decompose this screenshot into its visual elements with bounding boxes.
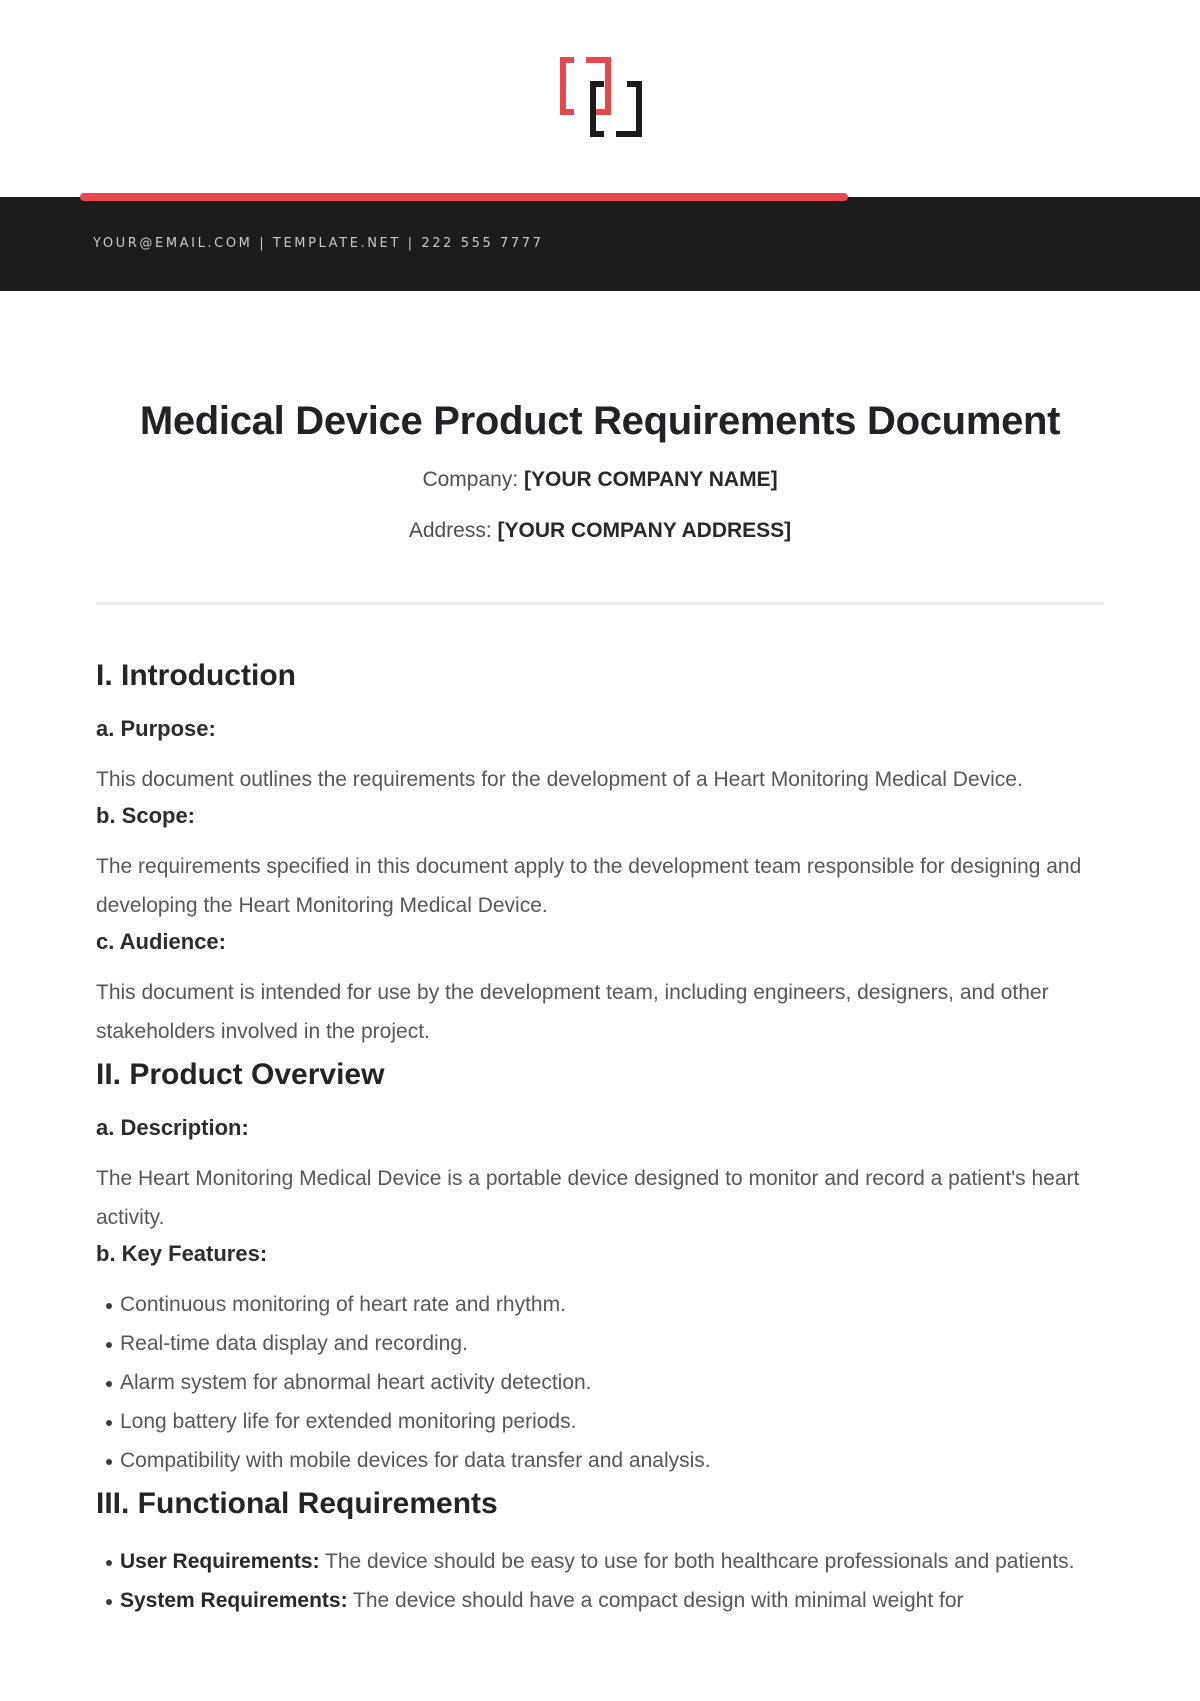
description-text: The Heart Monitoring Medical Device is a portable device designed to monitor and record a patient's heart activity. [96,1167,1080,1229]
list-item: Compatibility with mobile devices for data transfer and analysis. [96,1441,1106,1480]
requirement-label: System Requirements: [120,1589,348,1612]
address-line [0,513,1200,549]
section-heading-introduction: I. Introduction [96,659,296,692]
subheading-audience: c. Audience: [96,929,226,954]
list-item [96,1542,1106,1581]
document-title: Medical Device Product Requirements Document [139,399,1061,443]
list-item [96,1581,1106,1620]
subheading-scope: b. Scope: [96,803,196,828]
logo-area [0,0,1200,198]
company-label: Company: [422,468,519,491]
interlocking-brackets-logo-icon [560,57,642,137]
list-item: Long battery life for extended monitoring periods. [96,1402,1106,1441]
list-item: Continuous monitoring of heart rate and rhythm. [96,1285,1106,1324]
section-heading-product-overview: II. Product Overview [96,1058,385,1091]
scope-text: The requirements specified in this document apply to the development team responsible for designing and developing the Heart Monitoring Medical Device. [96,855,1082,917]
requirement-label: User Requirements: [120,1550,320,1573]
contact-info: YOUR@EMAIL.COM | TEMPLATE.NET | 222 555 7777 [93,236,544,251]
company-line [0,462,1200,498]
document-body [96,652,1106,1620]
requirement-text: The device should be easy to use for both healthcare professionals and patients. [319,1550,1075,1573]
company-value: [YOUR COMPANY NAME] [524,468,778,491]
purpose-text: This document outlines the requirements for the development of a Heart Monitoring Medical Device. [96,768,1023,791]
requirement-text: The device should have a compact design with minimal weight for [347,1589,964,1612]
audience-text: This document is intended for use by the development team, including engineers, designers, and other stakeholders involved in the project. [96,981,1049,1043]
list-item: Alarm system for abnormal heart activity detection. [96,1363,1106,1402]
section-divider [96,602,1104,605]
address-value: [YOUR COMPANY ADDRESS] [497,519,792,542]
functional-requirements-list [96,1542,1106,1620]
section-heading-functional-requirements: III. Functional Requirements [96,1487,498,1520]
subheading-key-features: b. Key Features: [96,1241,268,1266]
key-features-list [96,1285,1106,1480]
address-label: Address: [408,519,492,542]
document-title-block [0,395,1200,549]
subheading-purpose: a. Purpose: [96,716,216,741]
header-accent-line [80,193,848,201]
list-item: Real-time data display and recording. [96,1324,1106,1363]
subheading-description: a. Description: [96,1115,249,1140]
